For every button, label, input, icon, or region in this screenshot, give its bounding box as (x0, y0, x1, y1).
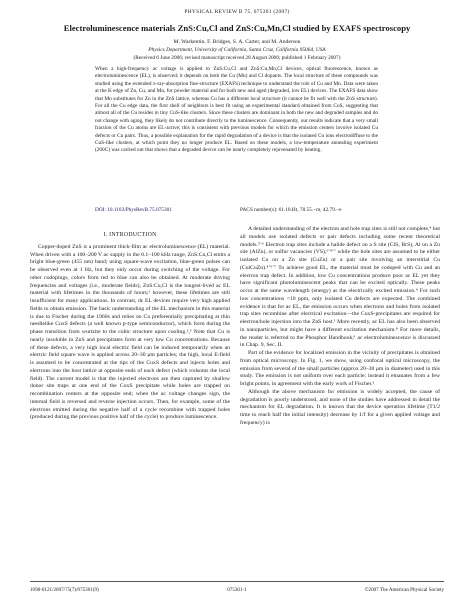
abstract: When a high-frequency ac voltage is applied to ZnS:Cu,Cl and ZnS:Cu,Mn,Cl devices, optical fluorescence, known as electroluminescence (EL), is observed; it depends on both the Cu (Mn) and Cl dopants. The local structure of these compounds was studied using the extended x-ray-absorption fine-structure (EXAFS) technique to understand the role of Cu and Mn. Data were taken at the K edge of Zn, Cu, and Mn, for powder material and for both new and aged (degraded, low EL) devices. The EXAFS data show that Mn substitutes for Zn in the ZnS lattice, whereas Cu has a different local structure (it cannot be fit well with the ZnS structure). For all the Cu edge data, the first shell of neighbors is best fit using an experimental standard obtained from CuS, suggesting that almost all of the Cu resides in tiny CuS-like clusters. Since these clusters are dominant in both the new and degraded samples and do not change with aging, they likely do not contribute directly to the luminescence. Consequently, our results indicate that a very small fraction of the Cu atoms are EL-active; this is consistent with previous models for which the emission centers involve isolated Cu defects or Cu pairs. Thus, a possible explanation for the rapid degradation of a device is that the isolated Cu ions electrodiffuse to the CuS-like clusters, at which point they no longer produce EL. Based on these models, a low-temperature annealing experiment (200C) was carried out that shows that a degraded device can be nearly completely rejuvenated by heating. (95, 66, 378, 154)
paragraph: Part of the evidence for localized emission in the vicinity of precipitates is obtained from optical microscopy. In Fig. 1, we show, using confocal optical microscopy, the emission from several of the small particles (approx 20–30 μm in diameter) used in this study. The emission is not uniform over each particle; instead it emanates from a few bright points, in agreement with the early work of Fischer.² (240, 350, 440, 387)
paragraph: Although the above mechanism for emission is widely accepted, the cause of degradation is poorly understood, and none of the studies have addressed in detail the mechanism for EL degradation. It is known that the device operation lifetime (T1/2 time to reach half the initial intensity) decrease by 1/f for a given applied voltage and frequency) is (240, 388, 440, 426)
affiliation: Physics Department, University of California, Santa Cruz, California 95064, USA (148, 47, 326, 53)
copyright: ©2007 The American Physical Society (364, 587, 444, 593)
left-column (30, 232, 230, 422)
received-dates: (Received 6 June 2006; revised manuscript received 28 August 2006; published 1 February 2007) (133, 55, 341, 61)
footer-rule (30, 581, 444, 582)
section-heading: I. INTRODUCTION (103, 232, 157, 238)
running-head: PHYSICAL REVIEW B 75, 075301 (2007) (184, 9, 290, 15)
doi-pacs-row (95, 206, 378, 214)
doi-link[interactable]: DOI: 10.1103/PhysRevB.75.075301 (95, 207, 172, 213)
pacs-numbers: PACS number(s): 61.10.Ht, 78.55.−m, 42.79.−e (240, 207, 342, 213)
paragraph: Copper-doped ZnS is a prominent thick-film ac electroluminescence (EL) material. When driven with a 100–200 V ac supply in the 0.1–100 kHz range, ZnS:Cu,Cl emits a bright blue-green (455 nm) band; using square-wave excitation, blue-green pulses can be observed even at 1 Hz, but they only occur during switching of the voltage. For other codopings, colors from red to blue can also be obtained. At moderate driving frequencies and voltages (i.e., moderate fields), ZnS:Cu,Cl is the longest-lived ac EL material with lifetimes in the thousands of hours;¹ however, these lifetimes are still insufficient for many applications. In contrast, dc EL devices require very high applied fields to obtain emission. The basic understanding of the EL mechanism in this material is due to Fischer during the 1960s and relies on Cu preferentially precipitating at thin needlelike CuxS defects (a well known p-type semiconductor), which form during the phase transition from wurtzite to the cubic structure upon cooling.²,³ Note that Cu is nearly insoluble in ZnS and precipitates form at very low Cu concentrations. Because of these defects, a very high local electric field can be induced temporarily when an electric field square wave is applied across 20–30 μm particles; the high, local E-field is assumed to be concentrated at the tips of the CuxS defects and injects holes and electrons into the host lattice at opposite ends of each defect (which rodsoms the local field). The current model is that the injected electrons are then captured by shallow donor site traps at one end of the CuxS precipitate while holes are trapped on recombination centers at the opposite end; when the ac voltage changes sign, the internal field is reversed and reverse injection occurs. Then, for example, some of the electrons emitted during the negative half of a cycle recombine with trapped holes (produced during the previous positive half of the cycle) to produce luminescence. (30, 243, 230, 421)
footer-issn: 1098-0121/2007/75(7)/075301(9) (30, 587, 99, 593)
page-footer (30, 586, 444, 594)
right-column (240, 226, 440, 428)
author-list: M. Warkentin, F. Bridges, S. A. Carter, and M. Anderson (173, 39, 301, 45)
paragraph: A detailed understanding of the electron and hole trap sites is still not complete,⁴ but all models use isolated defects or pair defects including some recent theoretical models.⁵ʼ⁶ Electron trap sites include a halide defect on a S site (ClS, BrS), Al on a Zn site (AlZn), or sulfur vacancies (VS),¹ʼ⁴ʼ⁷ while the hole sites are assumed to be either isolated Cu on a Zn site (CuZn) or a pair site involving an interstitial Cu (CuiCuZn).⁴ʼ⁵ʼ⁷ To achieve good EL, the material must be codoped with Cu and an electron trap defect. In addition, low Cu concentrations produce poor ac EL yet they have significant photoluminescent peaks that can be excited optically. These peaks occur at the same wavelength (energy) as the electrically excited emission.⁴ For such low concentrations <10 ppm, only isolated Cu defects are expected. The combined evidence is that for ac EL, the emission occurs when electrons and holes from isolated trap sites recombine after electrical excitation—the CuxS-precipitates are required for electron/hole injection into the ZnS host.¹ More recently, ac EL has also been observed in nanoparticles, but might have a different excitation mechanism.⁸ For more details, the reader is referred to the Phosphor Handbook;¹ ac electroluminescence is discussed in Chap. 9, Sec. II. (240, 226, 440, 349)
paper-title: Electroluminescence materials ZnS:Cu,Cl and ZnS:Cu,Mn,Cl studied by EXAFS spectroscopy (63, 23, 411, 33)
page-number: 075301-1 (227, 587, 247, 593)
